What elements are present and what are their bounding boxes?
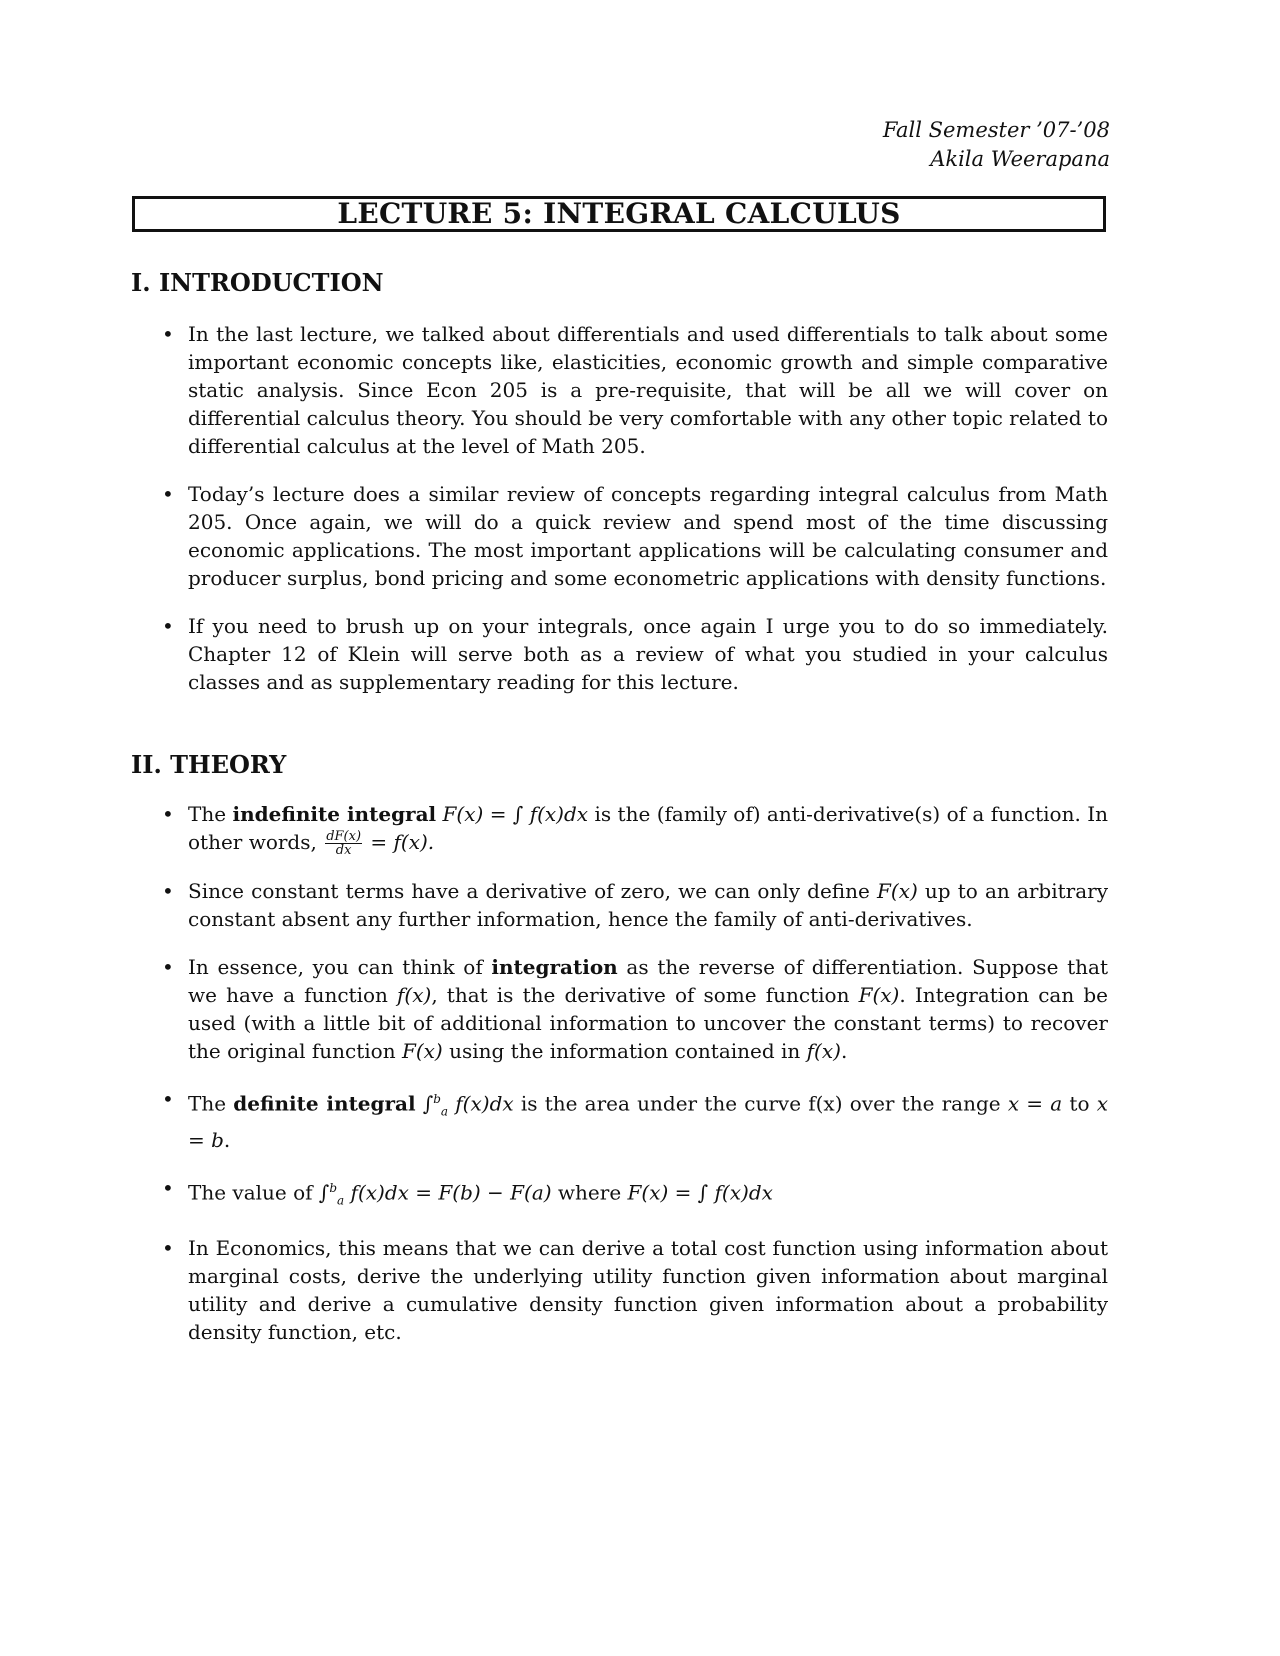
lecture-title: LECTURE 5: INTEGRAL CALCULUS: [132, 196, 1106, 232]
integral-sign: ∫: [415, 1091, 434, 1116]
section-heading-theory: II. THEORY: [131, 750, 287, 779]
list-item-integration: • In essence, you can think of integration as the reverse of differentiation. Suppose that we have a function f(x), that is the derivative of some function F(x). Integration can be used (with a little bit of additional information to uncover the constant terms) to recover the original function F(x) using the information contained in f(x).: [162, 955, 1108, 1063]
list-item: • If you need to brush up on your integrals, once again I urge you to do so immediately. Chapter 12 of Klein will serve both as a review of what you studied in your calculus classes and as supplementary reading for this lecture.: [162, 614, 1108, 694]
list-item-value-of-integral: • The value of ∫$^b_a$ f(x)dx = F(b) − F(a) where F(x) = ∫ f(x)dx: [162, 1175, 773, 1208]
list-item: • In the last lecture, we talked about differentials and used differentials to talk about some important economic concepts like, elasticities, economic growth and simple comparative static analysis. Since Econ 205 is a pre-requisite, that will be all we will cover on differential calculus theory. You should be very comfortable with any other topic related to differential calculus at the level of Math 205.: [162, 322, 1108, 458]
bullet-icon: •: [162, 1236, 174, 1261]
list-item-economics: • In Economics, this means that we can derive a total cost function using information about marginal costs, derive the underlying utility function given information about marginal utility and derive a cumulative density function given information about a probability density function, etc.: [162, 1236, 1108, 1345]
bullet-icon: •: [162, 955, 174, 979]
integral-sign: ∫: [318, 1180, 330, 1205]
list-item-definite-integral: • The definite integral ∫$^b_a$ f(x)dx is the area under the curve f(x) over the range x = a to x = b.: [162, 1087, 1108, 1152]
bullet-icon: •: [162, 322, 174, 346]
term-indefinite-integral: indefinite integral: [232, 802, 437, 826]
list-item-indefinite-integral: • The indefinite integral F(x) = ∫ f(x)dx is the (family of) anti-derivative(s) of a function. In other words, $\frac{dF(x)}{dx}$ = f(x).: [162, 802, 1109, 858]
theory-list: [160, 800, 1108, 1366]
bullet-icon: •: [162, 879, 174, 903]
header-block: [883, 116, 1110, 174]
term-definite-integral: definite integral: [233, 1091, 416, 1116]
introduction-list: [160, 320, 1108, 716]
section-heading-introduction: I. INTRODUCTION: [131, 268, 384, 297]
term-integration: integration: [491, 955, 618, 979]
bullet-icon: •: [162, 802, 174, 826]
bullet-icon: •: [162, 614, 174, 638]
fraction-dFdx: $\frac{dF(x)}{dx}$: [326, 829, 362, 858]
list-item-constant-terms: • Since constant terms have a derivative of zero, we can only define F(x) up to an arbitrary constant absent any further information, hence the family of anti-derivatives.: [162, 879, 1109, 931]
bullet-icon: •: [162, 1175, 174, 1200]
semester-label: Fall Semester ’07-’08: [882, 118, 1110, 142]
author-name: Akila Weerapana: [930, 147, 1110, 171]
list-item: • Today’s lecture does a similar review of concepts regarding integral calculus from Math 205. Once again, we will do a quick review and spend most of the time discussing economic applications. The most important applications will be calculating consumer and producer surplus, bond pricing and some econometric applications with density functions.: [162, 482, 1108, 590]
bullet-icon: •: [162, 1087, 174, 1111]
bullet-icon: •: [162, 482, 174, 506]
